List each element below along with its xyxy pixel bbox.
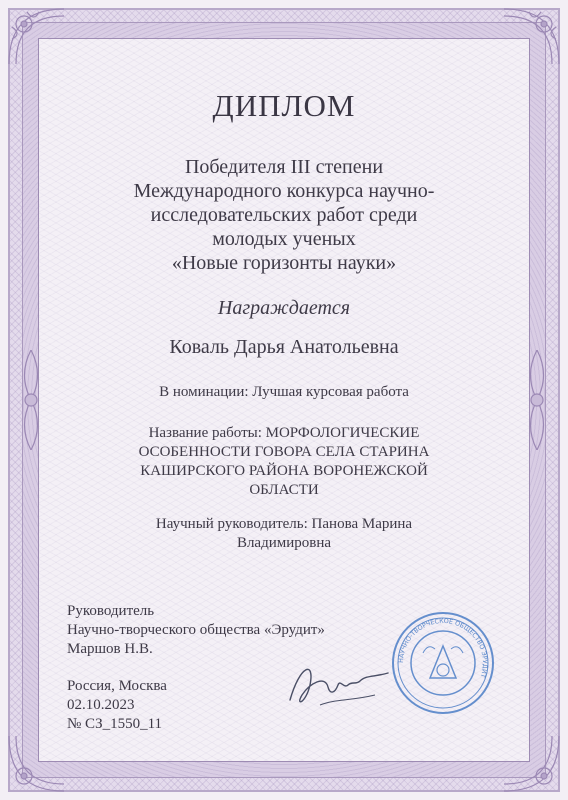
work-line: КАШИРСКОГО РАЙОНА ВОРОНЕЖСКОЙ — [140, 463, 428, 479]
diploma-title: ДИПЛОМ — [212, 88, 356, 123]
supervisor-line: Владимировна — [236, 535, 332, 551]
winner-description — [60, 155, 508, 275]
signatory-line: Руководитель — [67, 603, 155, 619]
work-line: Название работы: МОРФОЛОГИЧЕСКИЕ — [148, 425, 420, 441]
supervisor-line: Научный руководитель: Панова Марина — [155, 516, 413, 532]
place-date-block — [67, 677, 167, 734]
document-number: № СЗ_1550_11 — [67, 716, 163, 732]
signatory-block — [67, 602, 325, 659]
work-line: ОБЛАСТИ — [249, 482, 319, 498]
date: 02.10.2023 — [67, 697, 135, 713]
seal-text: НАУЧНО-ТВОРЧЕСКОЕ ОБЩЕСТВО ЭРУДИТ — [397, 617, 489, 679]
work-title — [110, 424, 458, 500]
winner-line: Победителя III степени — [184, 156, 384, 178]
nomination: В номинации: Лучшая курсовая работа — [159, 384, 409, 400]
supervisor — [110, 515, 458, 553]
work-line: ОСОБЕННОСТИ ГОВОРА СЕЛА СТАРИНА — [138, 444, 430, 460]
seal-stamp-icon — [388, 608, 498, 718]
signatory-line: Научно-творческого общества «Эрудит» — [67, 622, 325, 638]
recipient-name: Коваль Дарья Анатольевна — [169, 336, 399, 358]
award-label: Награждается — [217, 297, 351, 319]
winner-line: Международного конкурса научно- — [133, 180, 435, 202]
winner-line: исследовательских работ среди — [150, 204, 418, 226]
winner-line: «Новые горизонты науки» — [171, 252, 397, 274]
signatory-line: Маршов Н.В. — [67, 641, 153, 657]
signature-icon — [280, 655, 400, 715]
place: Россия, Москва — [67, 678, 167, 694]
winner-line: молодых ученых — [212, 228, 356, 250]
